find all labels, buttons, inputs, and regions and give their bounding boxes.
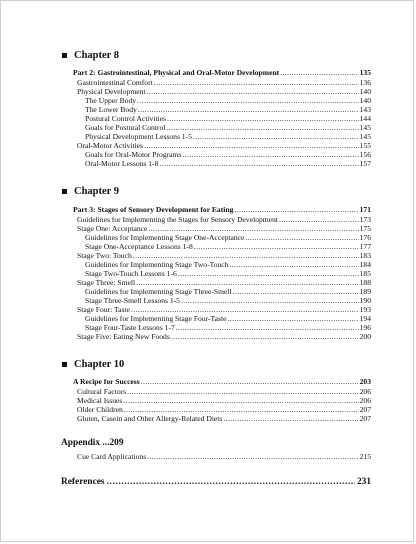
appendix-heading: Appendix ...209 (61, 438, 124, 449)
square-bullet-icon (62, 189, 67, 194)
toc-entry (61, 296, 371, 305)
dot-leader (171, 332, 359, 341)
toc-entry-page: 144 (359, 114, 371, 124)
dot-leader (233, 287, 359, 296)
dot-leader (131, 305, 359, 314)
toc-entry-title: Guidelines for Implementing the Stages for Sensory Development (77, 214, 278, 224)
dot-leader (147, 452, 358, 461)
toc-entry-page: 175 (359, 223, 371, 233)
toc-entry-title: Physical Development Lessons 1-5 (85, 132, 192, 142)
toc-entry (61, 233, 371, 242)
toc-entry (61, 141, 371, 150)
toc-entry (61, 215, 371, 224)
toc-entry-page: 200 (359, 332, 371, 342)
toc-entry (61, 278, 371, 287)
toc-entry-title: The Upper Body (85, 96, 137, 106)
toc-entry-title: Stage Four-Taste Lessons 1-7 (85, 323, 175, 333)
toc-entry (61, 242, 371, 251)
toc-entry (61, 452, 371, 461)
toc-entry (61, 305, 371, 314)
table-of-contents (61, 48, 371, 488)
toc-entry (61, 123, 371, 132)
toc-entry (61, 314, 371, 323)
toc-part-entry (61, 205, 371, 214)
references-page: 231 (356, 476, 371, 487)
toc-entry-title: Medical Issues (77, 396, 123, 406)
chapter-heading (61, 357, 371, 371)
toc-entry-page: 143 (359, 105, 371, 115)
toc-entry (61, 114, 371, 123)
chapter-heading (61, 48, 371, 62)
toc-entry (61, 387, 371, 396)
toc-entry (61, 159, 371, 168)
dot-leader (127, 387, 358, 396)
toc-entry (61, 260, 371, 269)
toc-entry-page: 188 (359, 277, 371, 287)
toc-entry-page: 145 (359, 123, 371, 133)
dot-leader (178, 269, 359, 278)
square-bullet-icon (62, 362, 67, 367)
toc-entry-page: 215 (359, 452, 371, 462)
toc-entry-title: Physical Development (77, 87, 146, 97)
toc-entry-page: 156 (359, 150, 371, 160)
toc-entry-title: Older Children (77, 405, 123, 415)
toc-entry-title: Part 2: Gastrointestinal, Physical and Oral-Motor Development (73, 68, 280, 77)
toc-entry-title: Guidelines for Implementing Stage Four-Taste (85, 314, 227, 324)
toc-entry-page: 207 (359, 414, 371, 424)
toc-entry-page: 173 (359, 214, 371, 224)
toc-part-entry (61, 377, 371, 386)
toc-entry-title: Goals for Postural Control (85, 123, 166, 133)
toc-entry (61, 105, 371, 114)
chapter-title: Chapter 10 (74, 358, 125, 370)
toc-entry-page: 203 (359, 377, 371, 387)
toc-entry (61, 96, 371, 105)
dot-leader (136, 278, 359, 287)
toc-entry-title: Stage Four: Taste (77, 305, 130, 315)
dot-leader (137, 96, 359, 105)
toc-entry-title: Goals for Oral-Motor Programs (85, 150, 182, 160)
toc-entry-title: Gluten, Casein and Other Allergy-Related Diets (77, 414, 223, 424)
dot-leader (227, 314, 358, 323)
toc-entry-page: 183 (359, 250, 371, 260)
toc-entry-title: Guidelines for Implementing Stage Two-Touch (85, 259, 229, 269)
dot-leader (154, 78, 359, 87)
toc-part-entry (61, 68, 371, 77)
toc-entry (61, 396, 371, 405)
toc-entry (61, 332, 371, 341)
toc-entry-page: 184 (359, 259, 371, 269)
toc-entry-page: 194 (359, 314, 371, 324)
dot-leader (229, 260, 358, 269)
toc-entry-page: 206 (359, 387, 371, 397)
toc-entry-page: 140 (359, 87, 371, 97)
toc-entry-page: 196 (359, 323, 371, 333)
dot-leader (245, 233, 358, 242)
toc-entry-title: Cultural Factors (77, 387, 127, 397)
toc-entry (61, 269, 371, 278)
toc-entry-page: 171 (359, 204, 371, 214)
dot-leader (124, 405, 359, 414)
toc-entry (61, 405, 371, 414)
toc-entry-title: The Lower Body (85, 105, 137, 115)
toc-entry (61, 150, 371, 159)
dot-leader (181, 296, 359, 305)
chapter-entries (61, 68, 371, 169)
dot-leader (194, 242, 359, 251)
dot-leader (167, 114, 359, 123)
toc-entry-page: 145 (359, 132, 371, 142)
toc-entry (61, 224, 371, 233)
dot-leader (107, 476, 355, 488)
toc-entry-title: Stage Two-Touch Lessons 1-6 (85, 268, 177, 278)
toc-entry (61, 78, 371, 87)
toc-entry (61, 251, 371, 260)
toc-entry-title: Postural Control Activities (85, 114, 166, 124)
toc-entry-page: 177 (359, 241, 371, 251)
toc-entry (61, 323, 371, 332)
toc-entry-title: Stage Two: Touch (77, 250, 132, 260)
dot-leader (133, 251, 359, 260)
dot-leader (159, 159, 358, 168)
dot-leader (280, 68, 358, 77)
toc-entry-title: Cue Card Applications (77, 452, 147, 462)
toc-entry-title: Guidelines for Implementing Stage One-Acceptance (85, 232, 245, 242)
chapter-title: Chapter 8 (74, 49, 120, 61)
toc-entry-title: A Recipe for Success (73, 377, 140, 387)
toc-entry-title: Stage Three-Smell Lessons 1-5 (85, 295, 180, 305)
dot-leader (144, 141, 359, 150)
toc-entry-page: 135 (359, 68, 371, 77)
toc-entry-page: 140 (359, 96, 371, 106)
toc-entry-title: Oral-Motor Activities (77, 141, 144, 151)
dot-leader (223, 414, 358, 423)
references-title: References (61, 476, 105, 487)
toc-entry-page: 206 (359, 396, 371, 406)
dot-leader (166, 123, 358, 132)
toc-entry-title: Guidelines for Implementing Stage Three-Smell (85, 286, 232, 296)
chapter-title: Chapter 9 (74, 186, 120, 198)
dot-leader (176, 323, 359, 332)
toc-entry (61, 87, 371, 96)
toc-entry-title: Stage One: Acceptance (77, 223, 148, 233)
toc-entry-page: 157 (359, 159, 371, 169)
dot-leader (182, 150, 358, 159)
toc-entry-page: 193 (359, 305, 371, 315)
dot-leader (138, 105, 359, 114)
chapter-heading (61, 185, 371, 199)
toc-entry-title: Stage Five: Eating New Foods (77, 332, 170, 342)
dot-leader (234, 205, 358, 214)
toc-entry-page: 185 (359, 268, 371, 278)
toc-entry-page: 155 (359, 141, 371, 151)
toc-entry (61, 287, 371, 296)
dot-leader (148, 224, 358, 233)
references-entry (61, 476, 371, 488)
toc-entry-page: 136 (359, 78, 371, 88)
toc-entry-title: Part 3: Stages of Sensory Development for Eating (73, 204, 234, 214)
toc-entry-page: 176 (359, 232, 371, 242)
toc-entry (61, 132, 371, 141)
chapter-entries (61, 205, 371, 342)
dot-leader (193, 132, 359, 141)
square-bullet-icon (62, 53, 67, 58)
dot-leader (147, 87, 359, 96)
toc-entry-page: 207 (359, 405, 371, 415)
toc-entry-page: 190 (359, 295, 371, 305)
toc-entry (61, 414, 371, 423)
toc-entry-title: Gastrointestinal Comfort (77, 78, 153, 88)
dot-leader (279, 215, 359, 224)
toc-entry-title: Stage One-Acceptance Lessons 1-8 (85, 241, 193, 251)
dot-leader (123, 396, 358, 405)
toc-entry-title: Oral-Motor Lessons 1-8 (85, 159, 159, 169)
toc-entry-page: 189 (359, 286, 371, 296)
toc-entry-title: Stage Three: Smell (77, 277, 136, 287)
chapter-entries (61, 377, 371, 423)
dot-leader (141, 377, 359, 386)
